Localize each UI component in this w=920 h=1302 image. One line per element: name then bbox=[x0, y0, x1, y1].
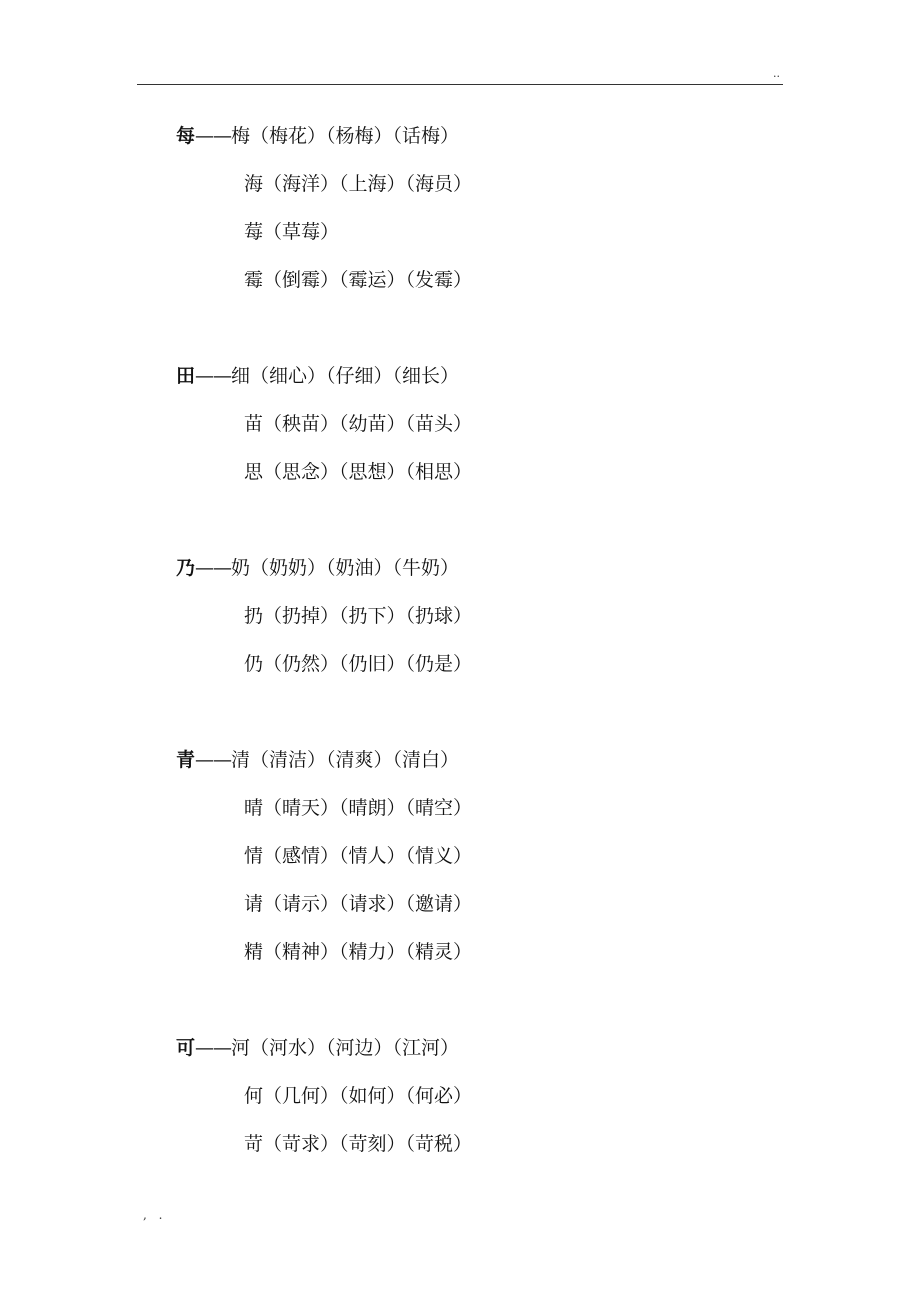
word-examples: （请示）（请求）（邀请） bbox=[263, 893, 473, 915]
group-line bbox=[176, 448, 776, 496]
group-line bbox=[176, 832, 776, 880]
group-first-line bbox=[176, 544, 776, 592]
group-line bbox=[176, 1072, 776, 1120]
word-examples: （海洋）（上海）（海员） bbox=[263, 173, 473, 195]
derived-character: 霉 bbox=[244, 269, 264, 291]
word-examples: （仍然）（仍旧）（仍是） bbox=[263, 653, 473, 675]
word-examples: （梅花）（杨梅）（话梅） bbox=[250, 125, 460, 147]
derived-character: 苛 bbox=[244, 1133, 264, 1155]
derived-character: 奶 bbox=[231, 557, 251, 579]
group-line bbox=[176, 640, 776, 688]
group-first-line bbox=[176, 1024, 776, 1072]
word-examples: （奶奶）（奶油）（牛奶） bbox=[250, 557, 460, 579]
dash: —— bbox=[195, 365, 232, 387]
derived-character: 河 bbox=[231, 1037, 251, 1059]
dash: —— bbox=[195, 1037, 232, 1059]
word-examples: （河水）（河边）（江河） bbox=[250, 1037, 460, 1059]
group-line bbox=[176, 160, 776, 208]
character-group bbox=[176, 112, 776, 304]
character-group bbox=[176, 544, 776, 688]
group-line bbox=[176, 592, 776, 640]
character-group bbox=[176, 736, 776, 976]
derived-character: 苗 bbox=[244, 413, 264, 435]
group-line bbox=[176, 208, 776, 256]
character-group bbox=[176, 1024, 776, 1168]
root-character: 乃 bbox=[176, 557, 196, 579]
derived-character: 思 bbox=[244, 461, 264, 483]
group-line bbox=[176, 400, 776, 448]
group-line bbox=[176, 1120, 776, 1168]
dash: —— bbox=[195, 749, 232, 771]
word-examples: （草莓） bbox=[263, 221, 340, 243]
word-examples: （精神）（精力）（精灵） bbox=[263, 941, 473, 963]
word-examples: （晴天）（晴朗）（晴空） bbox=[263, 797, 473, 819]
root-character: 每 bbox=[176, 125, 196, 147]
group-first-line bbox=[176, 736, 776, 784]
root-character: 可 bbox=[176, 1037, 196, 1059]
dash: —— bbox=[195, 557, 232, 579]
derived-character: 精 bbox=[244, 941, 264, 963]
derived-character: 海 bbox=[244, 173, 264, 195]
word-examples: （几何）（如何）（何必） bbox=[263, 1085, 473, 1107]
word-examples: （细心）（仔细）（细长） bbox=[250, 365, 460, 387]
header-rule bbox=[137, 84, 783, 85]
word-examples: （扔掉）（扔下）（扔球） bbox=[263, 605, 473, 627]
word-examples: （感情）（情人）（情义） bbox=[263, 845, 473, 867]
word-list bbox=[176, 112, 776, 1216]
word-examples: （倒霉）（霉运）（发霉） bbox=[263, 269, 473, 291]
derived-character: 细 bbox=[231, 365, 251, 387]
group-line bbox=[176, 880, 776, 928]
derived-character: 晴 bbox=[244, 797, 264, 819]
group-first-line bbox=[176, 352, 776, 400]
root-character: 田 bbox=[176, 365, 196, 387]
derived-character: 请 bbox=[244, 893, 264, 915]
group-line bbox=[176, 784, 776, 832]
derived-character: 莓 bbox=[244, 221, 264, 243]
word-examples: （苛求）（苛刻）（苛税） bbox=[263, 1133, 473, 1155]
word-examples: （秧苗）（幼苗）（苗头） bbox=[263, 413, 473, 435]
word-examples: （清洁）（清爽）（清白） bbox=[250, 749, 460, 771]
group-first-line bbox=[176, 112, 776, 160]
group-line bbox=[176, 928, 776, 976]
derived-character: 何 bbox=[244, 1085, 264, 1107]
dash: —— bbox=[195, 125, 232, 147]
footer-mark: , . bbox=[143, 1208, 167, 1222]
word-examples: （思念）（思想）（相思） bbox=[263, 461, 473, 483]
derived-character: 梅 bbox=[231, 125, 251, 147]
derived-character: 扔 bbox=[244, 605, 264, 627]
character-group bbox=[176, 352, 776, 496]
header-mark: .. bbox=[773, 67, 780, 80]
derived-character: 情 bbox=[244, 845, 264, 867]
derived-character: 仍 bbox=[244, 653, 264, 675]
derived-character: 清 bbox=[231, 749, 251, 771]
group-line bbox=[176, 256, 776, 304]
root-character: 青 bbox=[176, 749, 196, 771]
